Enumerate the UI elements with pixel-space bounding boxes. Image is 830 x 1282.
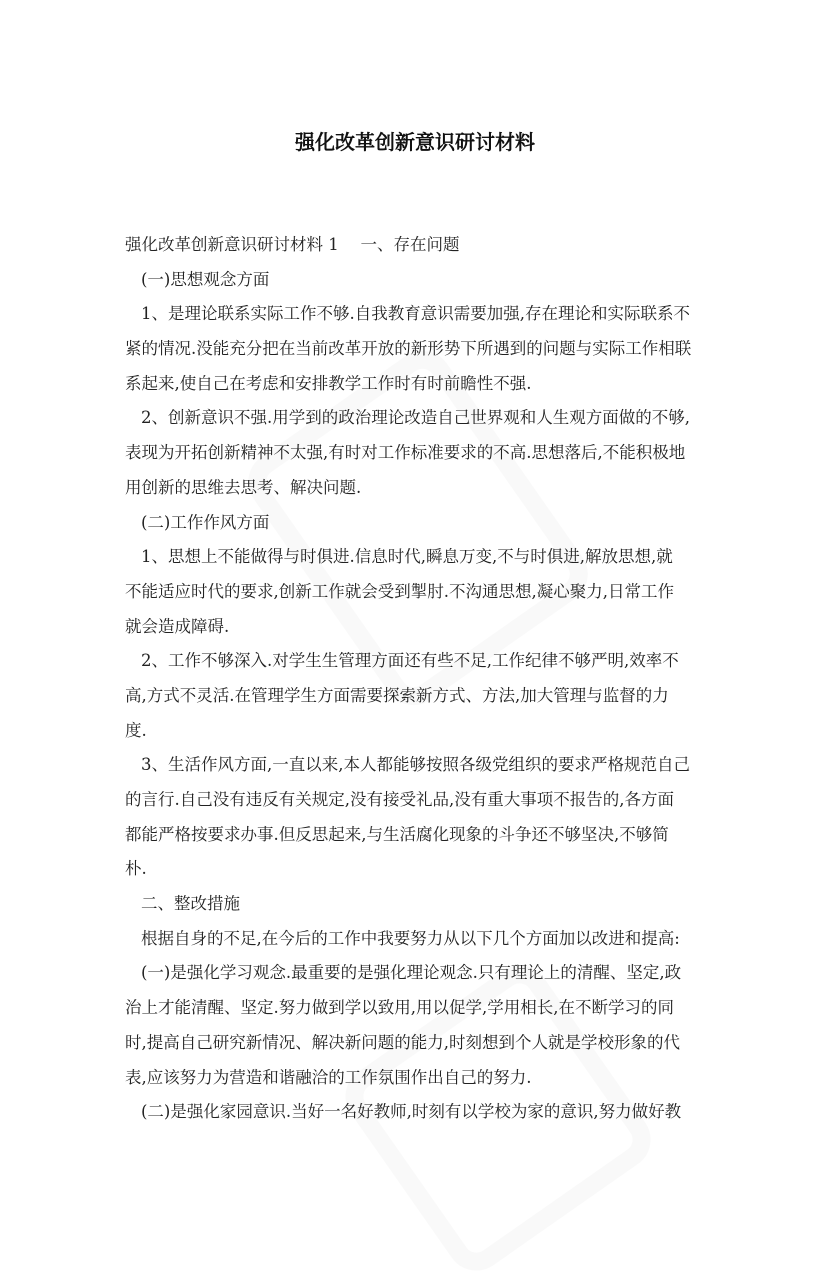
text-line: 系起来,使自己在考虑和安排教学工作时有时前瞻性不强. xyxy=(125,373,532,393)
text-line: 高,方式不灵活.在管理学生方面需要探索新方式、方法,加大管理与监督的力 xyxy=(125,685,669,705)
document-title: 强化改革创新意识研讨材料 xyxy=(295,130,535,154)
text-line: 1、思想上不能做得与时俱进.信息时代,瞬息万变,不与时俱进,解放思想,就 xyxy=(141,547,673,567)
document-body xyxy=(125,228,715,1130)
text-line: 1、是理论联系实际工作不够.自我教育意识需要加强,存在理论和实际联系不 xyxy=(141,304,690,324)
text-line: 就会造成障碍. xyxy=(125,616,230,636)
text-line: 用创新的思维去思考、解决问题. xyxy=(125,477,362,497)
text-line: 表,应该努力为营造和谐融洽的工作氛围作出自己的努力. xyxy=(125,1067,532,1087)
text-line: 时,提高自己研究新情况、解决新问题的能力,时刻想到个人就是学校形象的代 xyxy=(125,1032,680,1052)
text-line: 朴. xyxy=(125,859,147,879)
text-line: 2、工作不够深入.对学生生管理方面还有些不足,工作纪律不够严明,效率不 xyxy=(141,651,679,671)
text-line: 3、生活作风方面,一直以来,本人都能够按照各级党组织的要求严格规范自己 xyxy=(141,755,690,775)
text-line: 表现为开拓创新精神不太强,有时对工作标准要求的不高.思想落后,不能积极地 xyxy=(125,443,686,463)
text-line: 不能适应时代的要求,创新工作就会受到掣肘.不沟通思想,凝心聚力,日常工作 xyxy=(125,581,674,601)
text-line: 度. xyxy=(125,720,147,740)
text-line: (二)工作作风方面 xyxy=(141,512,270,532)
text-line: 2、创新意识不强.用学到的政治理论改造自己世界观和人生观方面做的不够, xyxy=(141,408,690,428)
text-line: 紧的情况.没能充分把在当前改革开放的新形势下所遇到的问题与实际工作相联 xyxy=(125,339,692,359)
text-line: 根据自身的不足,在今后的工作中我要努力从以下几个方面加以改进和提高: xyxy=(141,928,680,948)
text-line: 治上才能清醒、坚定.努力做到学以致用,用以促学,学用相长,在不断学习的同 xyxy=(125,998,674,1018)
text-line: 二、整改措施 xyxy=(141,894,240,914)
text-line: (一)思想观念方面 xyxy=(141,269,270,289)
text-line: 的言行.自己没有违反有关规定,没有接受礼品,没有重大事项不报告的,各方面 xyxy=(125,790,674,809)
text-line: (二)是强化家园意识.当好一名好教师,时刻有以学校为家的意识,努力做好教 xyxy=(141,1102,682,1122)
text-line: 都能严格按要求办事.但反思起来,与生活腐化现象的斗争还不够坚决,不够简 xyxy=(125,824,669,844)
text-line: (一)是强化学习观念.最重要的是强化理论观念.只有理论上的清醒、坚定,政 xyxy=(141,963,682,983)
text-line: 强化改革创新意识研讨材料 1 一、存在问题 xyxy=(125,235,460,254)
